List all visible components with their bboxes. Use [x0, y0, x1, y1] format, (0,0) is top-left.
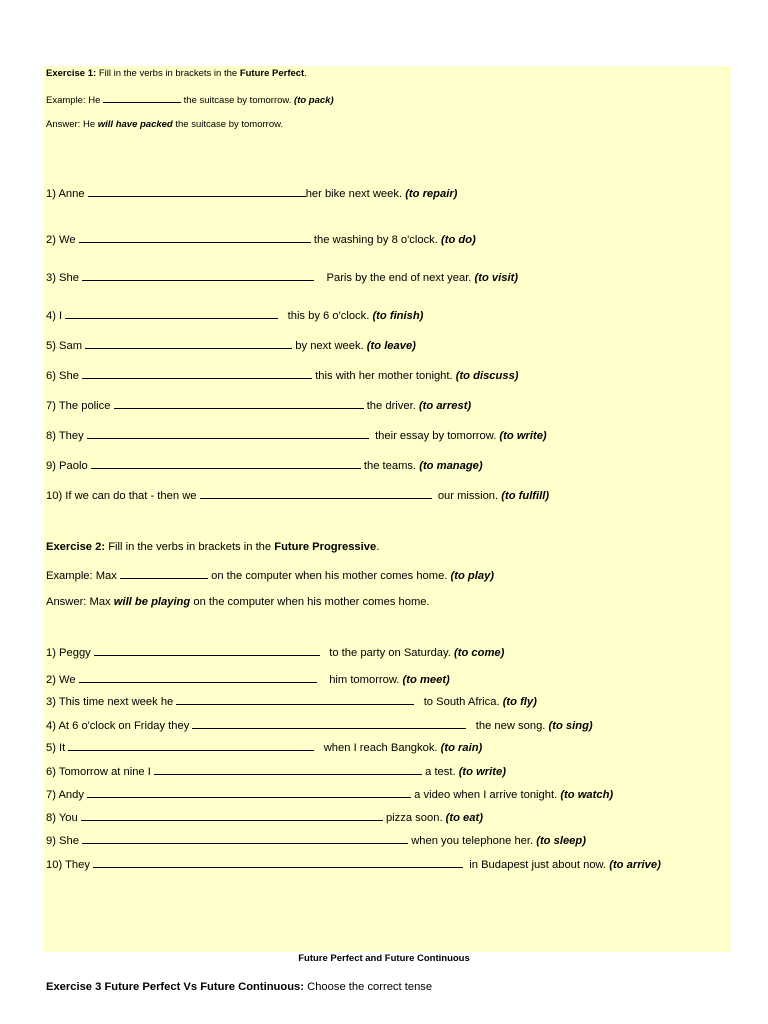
answer-blank[interactable]	[85, 339, 292, 349]
answer-blank[interactable]	[65, 309, 278, 319]
answer-blank[interactable]	[88, 187, 306, 197]
answer-blank[interactable]	[87, 429, 369, 439]
answer-blank[interactable]	[87, 788, 411, 798]
ex2-instruction: Exercise 2: Fill in the verbs in brackets in the Future Progressive.	[46, 541, 380, 553]
ex2-item: 2) We him tomorrow. (to meet)	[46, 674, 450, 686]
answer-blank[interactable]	[79, 233, 311, 243]
ex2-example: Example: Max on the computer when his mother comes home. (to play)	[46, 570, 495, 582]
answer-blank[interactable]	[94, 646, 320, 656]
ex3-instruction: Exercise 3 Future Perfect Vs Future Continuous: Choose the correct tense	[46, 981, 433, 993]
answer-blank[interactable]	[68, 741, 314, 751]
ex1-item: 8) They their essay by tomorrow. (to write)	[46, 430, 547, 442]
ex1-item: 6) She this with her mother tonight. (to discuss)	[46, 370, 519, 382]
answer-blank[interactable]	[114, 399, 364, 409]
answer-blank[interactable]	[200, 489, 432, 499]
ex2-answer: Answer: Max will be playing on the computer when his mother comes home.	[46, 596, 430, 608]
ex2-item: 6) Tomorrow at nine I a test. (to write)	[46, 766, 506, 778]
answer-blank[interactable]	[176, 695, 414, 705]
ex1-item: 1) Anne her bike next week. (to repair)	[46, 188, 458, 200]
answer-blank[interactable]	[154, 765, 422, 775]
answer-blank[interactable]	[82, 834, 408, 844]
answer-blank[interactable]	[81, 811, 383, 821]
ex1-item: 10) If we can do that - then we our mission. (to fulfill)	[46, 490, 550, 502]
ex2-item: 10) They in Budapest just about now. (to arrive)	[46, 859, 661, 871]
ex1-item: 9) Paolo the teams. (to manage)	[46, 460, 483, 472]
ex2-item: 3) This time next week he to South Africa. (to fly)	[46, 696, 537, 708]
ex1-answer: Answer: He will have packed the suitcase by tomorrow.	[46, 119, 284, 130]
ex2-item: 7) Andy a video when I arrive tonight. (to watch)	[46, 789, 614, 801]
answer-blank[interactable]	[192, 719, 466, 729]
ex2-item: 5) It when I reach Bangkok. (to rain)	[46, 742, 483, 754]
ex2-item: 1) Peggy to the party on Saturday. (to come)	[46, 647, 505, 659]
ex1-instruction: Exercise 1: Fill in the verbs in brackets in the Future Perfect.	[46, 68, 307, 79]
ex1-example: Example: He the suitcase by tomorrow. (to pack)	[46, 95, 334, 106]
answer-blank[interactable]	[82, 369, 312, 379]
answer-blank[interactable]	[82, 271, 314, 281]
ex1-item: 2) We the washing by 8 o'clock. (to do)	[46, 234, 476, 246]
answer-blank[interactable]	[79, 673, 317, 683]
ex2-item: 4) At 6 o'clock on Friday they the new song. (to sing)	[46, 720, 593, 732]
ex1-item: 4) I this by 6 o'clock. (to finish)	[46, 310, 424, 322]
ex1-item: 3) She Paris by the end of next year. (to visit)	[46, 272, 519, 284]
ex2-item: 9) She when you telephone her. (to sleep)	[46, 835, 586, 847]
answer-blank[interactable]	[93, 858, 463, 868]
ex1-item: 5) Sam by next week. (to leave)	[46, 340, 416, 352]
ex1-item: 7) The police the driver. (to arrest)	[46, 400, 472, 412]
section-title: Future Perfect and Future Continuous	[298, 953, 470, 964]
ex2-item: 8) You pizza soon. (to eat)	[46, 812, 483, 824]
answer-blank[interactable]	[91, 459, 361, 469]
